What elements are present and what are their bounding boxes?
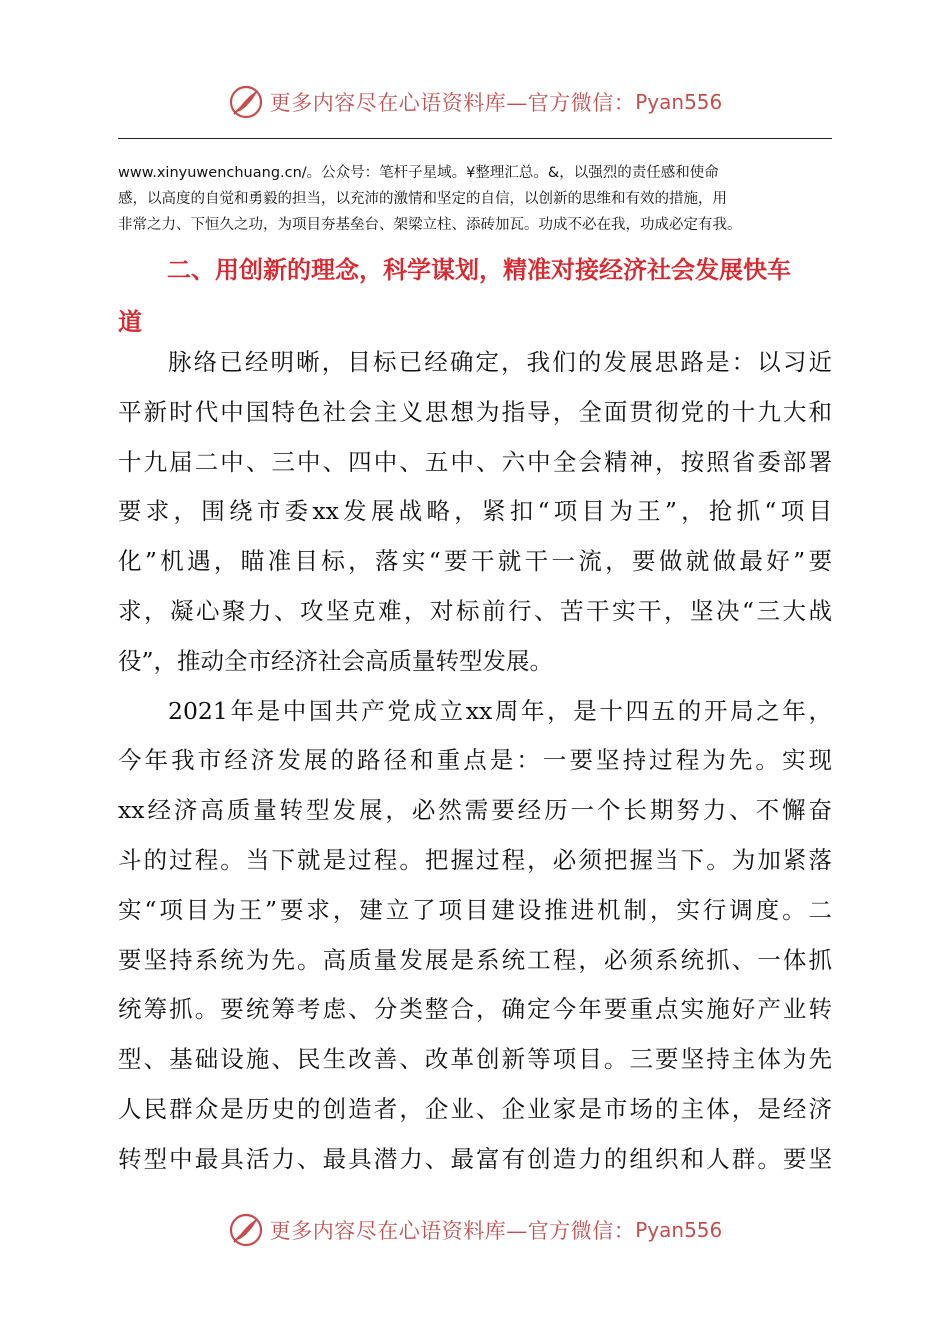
paragraph-line: 求，凝心聚力、攻坚克难，对标前行、苦干实干，坚决“三大战 (118, 596, 832, 625)
quill-pen-logo-icon (228, 1212, 264, 1248)
section-heading-line: 道 (118, 308, 142, 336)
paragraph-line: 脉络已经明晰，目标已经确定，我们的发展思路是：以习近 (168, 348, 832, 376)
intro-line: 非常之力、下恒久之功，为项目夯基垒台、架梁立柱、添砖加瓦。功成不必在我，功成必定有我。 (118, 217, 742, 233)
intro-line: www.xinyuwenchuang.cn/。公众号：笔杆子星域。¥整理汇总。&，以强烈的责任感和使命 (118, 165, 719, 181)
paragraph-line: xx经济高质量转型发展，必然需要经历一个长期努力、不懈奋 (118, 796, 832, 825)
intro-block (118, 160, 832, 238)
paragraph-line: 实“项目为王”要求，建立了项目建设推进机制，实行调度。二 (118, 895, 832, 924)
paragraph-line: 今年我市经济发展的路径和重点是：一要坚持过程为先。实现 (118, 746, 832, 775)
paragraph-line: 平新时代中国特色社会主义思想为指导，全面贯彻党的十九大和 (118, 397, 832, 426)
paragraph-line: 统筹抓。要统筹考虑、分类整合，确定今年要重点实施好产业转 (118, 995, 832, 1024)
paragraph-line: 役”，推动全市经济社会高质量转型发展。 (118, 646, 554, 675)
paragraph-line: 型、基础设施、民生改善、改革创新等项目。三要坚持主体为先 (118, 1045, 832, 1074)
paragraph-line: 要坚持系统为先。高质量发展是系统工程，必须系统抓、一体抓 (118, 945, 832, 974)
paragraph-line: 人民群众是历史的创造者，企业、企业家是市场的主体，是经济 (118, 1094, 832, 1123)
paragraph-line: 十九届二中、三中、四中、五中、六中全会精神，按照省委部署 (118, 447, 832, 476)
quill-pen-logo-icon (228, 84, 264, 120)
paragraph-line: 2021年是中国共产党成立xx周年，是十四五的开局之年， (168, 696, 832, 725)
banner-wechat-id: Pyan556 (635, 1218, 723, 1242)
banner-text: 更多内容尽在心语资料库—官方微信： (269, 1219, 636, 1243)
intro-line: 感，以高度的自觉和勇毅的担当，以充沛的激情和坚定的自信，以创新的思维和有效的措施，用 (118, 191, 727, 207)
header-divider (118, 138, 832, 139)
banner-text: 更多内容尽在心语资料库—官方微信： (269, 91, 636, 115)
footer-banner (0, 1208, 950, 1252)
section-heading (118, 244, 832, 348)
paragraph-line: 要求，围绕市委xx发展战略，紧扣“项目为王”，抢抓“项目 (118, 497, 832, 526)
header-banner (0, 80, 950, 124)
section-heading-line: 二、用创新的理念，科学谋划，精准对接经济社会发展快车 (167, 256, 791, 284)
paragraph-line: 转型中最具活力、最具潜力、最富有创造力的组织和人群。要坚 (118, 1144, 832, 1173)
body-text (118, 338, 832, 1185)
paragraph-line: 斗的过程。当下就是过程。把握过程，必须把握当下。为加紧落 (118, 845, 832, 874)
banner-wechat-id: Pyan556 (635, 90, 723, 114)
paragraph-line: 化”机遇，瞄准目标，落实“要干就干一流，要做就做最好”要 (118, 547, 832, 576)
